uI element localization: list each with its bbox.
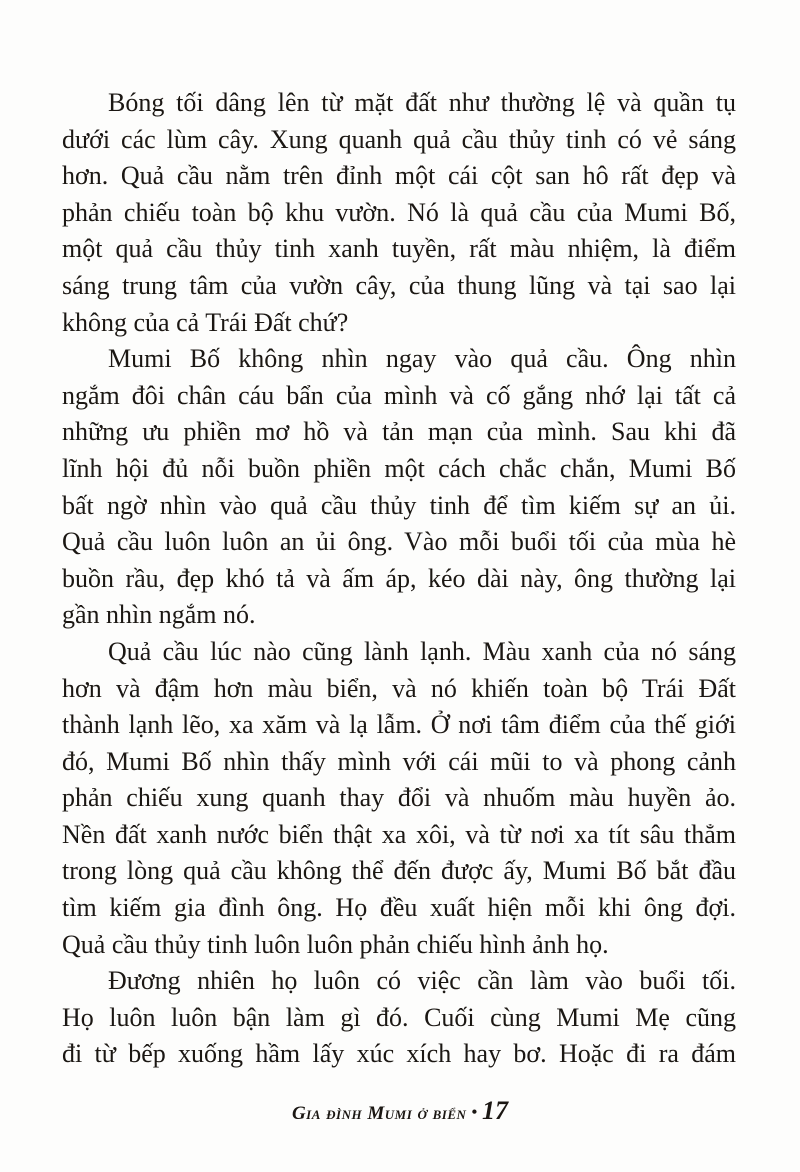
text-line: buồn rầu, đẹp khó tả và ấm áp, kéo dài này, ông thường lại bbox=[62, 563, 736, 593]
footer-separator-dot: • bbox=[471, 1104, 478, 1121]
text-line: Họ luôn luôn bận làm gì đó. Cuối cùng Mumi Mẹ cũng bbox=[62, 1002, 736, 1032]
text-line: Quả cầu lúc nào cũng lành lạnh. Màu xanh của nó sáng bbox=[108, 636, 736, 666]
text-line: Đương nhiên họ luôn có việc cần làm vào buổi tối. bbox=[108, 966, 736, 996]
text-line: Quả cầu luôn luôn an ủi ông. Vào mỗi buổi tối của mùa hè bbox=[62, 527, 736, 557]
text-line: không của cả Trái Đất chứ? bbox=[62, 307, 349, 337]
text-line: ngắm đôi chân cáu bẩn của mình và cố gắng nhớ lại tất cả bbox=[62, 380, 736, 410]
text-line: hơn và đậm hơn màu biển, và nó khiến toàn bộ Trái Đất bbox=[62, 673, 736, 703]
text-line: gần nhìn ngắm nó. bbox=[62, 600, 256, 630]
text-line: một quả cầu thủy tinh xanh tuyền, rất màu nhiệm, là điểm bbox=[62, 234, 736, 264]
text-line: đó, Mumi Bố nhìn thấy mình với cái mũi to và phong cảnh bbox=[62, 746, 736, 776]
text-line: phản chiếu xung quanh thay đổi và nhuốm màu huyền ảo. bbox=[62, 783, 736, 813]
page-footer bbox=[0, 1096, 800, 1126]
text-line: lĩnh hội đủ nỗi buồn phiền một cách chắc chắn, Mumi Bố bbox=[62, 453, 736, 483]
text-line: trong lòng quả cầu không thể đến được ấy, Mumi Bố bắt đầu bbox=[62, 856, 736, 886]
text-line: thành lạnh lẽo, xa xăm và lạ lẫm. Ở nơi tâm điểm của thế giới bbox=[62, 710, 736, 740]
text-line: tìm kiếm gia đình ông. Họ đều xuất hiện mỗi khi ông đợi. bbox=[62, 893, 736, 923]
running-title: Gia đình Mumi ở biển bbox=[291, 1103, 467, 1124]
text-line: dưới các lùm cây. Xung quanh quả cầu thủy tinh có vẻ sáng bbox=[62, 124, 736, 154]
text-line: hơn. Quả cầu nằm trên đỉnh một cái cột san hô rất đẹp và bbox=[62, 161, 736, 191]
text-line: Mumi Bố không nhìn ngay vào quả cầu. Ông nhìn bbox=[108, 344, 736, 374]
page-number: 17 bbox=[482, 1096, 509, 1125]
text-line: sáng trung tâm của vườn cây, của thung lũng và tại sao lại bbox=[62, 270, 736, 300]
text-line: Quả cầu thủy tinh luôn luôn phản chiếu hình ảnh họ. bbox=[62, 929, 609, 959]
text-line: Bóng tối dâng lên từ mặt đất như thường lệ và quần tụ bbox=[108, 88, 736, 117]
body-text-block bbox=[62, 85, 736, 1073]
text-line: đi từ bếp xuống hầm lấy xúc xích hay bơ. Hoặc đi ra đám bbox=[62, 1039, 736, 1069]
text-line: Nền đất xanh nước biển thật xa xôi, và từ nơi xa tít sâu thẳm bbox=[62, 819, 736, 849]
text-line: phản chiếu toàn bộ khu vườn. Nó là quả cầu của Mumi Bố, bbox=[62, 197, 736, 227]
text-line: những ưu phiền mơ hồ và tản mạn của mình. Sau khi đã bbox=[62, 417, 736, 447]
text-line: bất ngờ nhìn vào quả cầu thủy tinh để tìm kiếm sự an ủi. bbox=[62, 490, 736, 520]
